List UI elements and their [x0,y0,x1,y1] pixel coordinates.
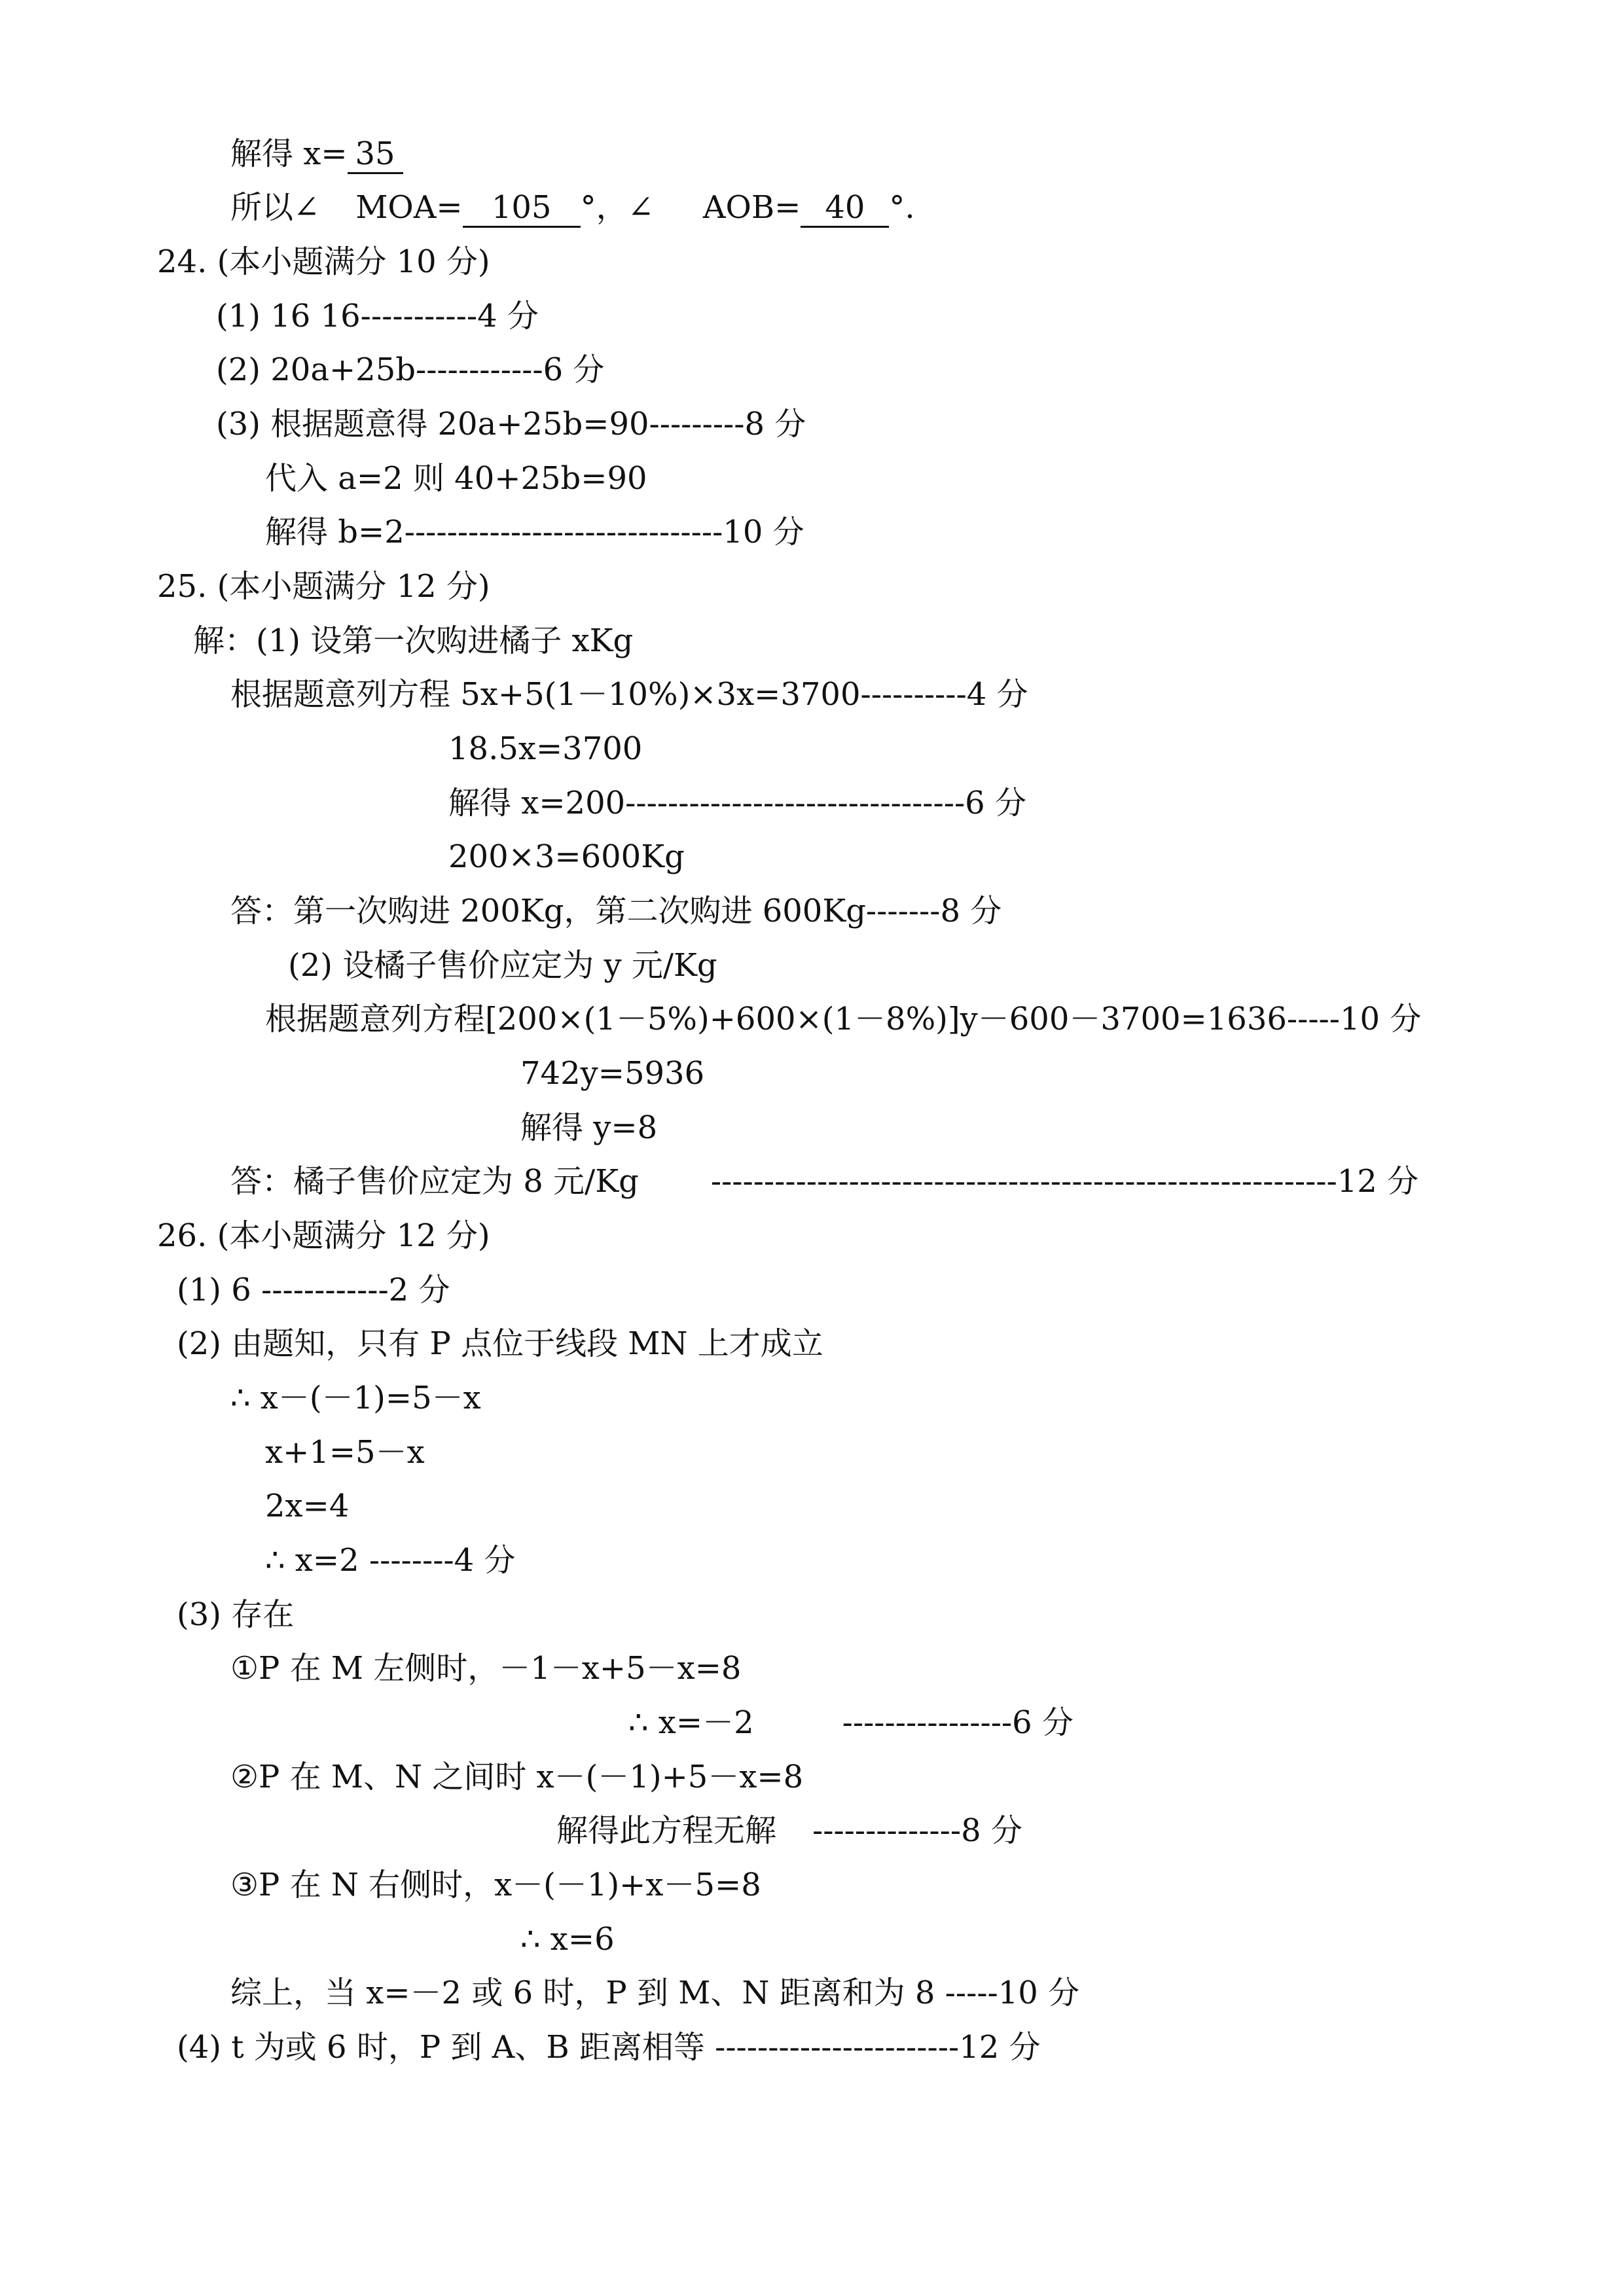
q24-part3-substitute: 代入 a=2 则 40+25b=90 [265,460,647,497]
q25-part1-simplify: 18.5x=3700 [448,730,643,767]
q25-part1-equation: 根据题意列方程 5x+5(1－10%)×3x=3700----------4 分 [230,676,1028,713]
q26-part4: (4) t 为或 6 时，P 到 A、B 距离相等 -----------------------12 分 [177,2029,1041,2066]
q24-part2: (2) 20a+25b------------6 分 [216,351,605,388]
q23-aob-value: 40 [801,189,889,228]
q23-angles-result [230,185,915,230]
q23-angle-end: °. [889,189,915,226]
q23-moa-value: 105 [463,189,581,228]
q25-part2-simplify: 742y=5936 [520,1055,705,1092]
q26-part1: (1) 6 ------------2 分 [177,1272,450,1308]
q26-case2-score: --------------8 分 [812,1812,1022,1849]
q23-angle-sep: °，∠ [580,189,654,226]
q24-part3-solution: 解得 b=2------------------------------10 分 [265,514,804,550]
q26-case1-score: ----------------6 分 [842,1704,1074,1741]
q25-part2-equation: 根据题意列方程[200×(1－5%)+600×(1－8%)]y－600－3700=1636-----10 分 [265,1001,1422,1037]
q26-part3-heading: (3) 存在 [177,1596,295,1633]
q26-part2-step2: 2x=4 [265,1488,350,1524]
q23-moa-label: MOA= [355,189,463,226]
q25-part1-setup: 解：(1) 设第一次购进橘子 xKg [193,622,634,659]
q23-solution-label: 解得 x= [230,135,348,172]
q26-part3-summary: 综上，当 x=－2 或 6 时，P 到 M、N 距离和为 8 -----10 分 [230,1975,1080,2011]
q23-angles-prefix: 所以∠ [230,189,320,226]
q25-part1-second-amount: 200×3=600Kg [448,838,685,875]
q26-part2-step1: x+1=5－x [265,1434,425,1471]
q25-part2-solution: 解得 y=8 [520,1109,658,1146]
q26-part2-solution: ∴ x=2 --------4 分 [265,1542,516,1579]
q25-part2-answer [230,1158,1418,1204]
q26-part2-equation: ∴ x－(－1)=5－x [230,1380,481,1416]
q26-part3-case1: ①P 在 M 左侧时，－1－x+5－x=8 [230,1650,742,1687]
q26-part3-case2: ②P 在 M、N 之间时 x－(－1)+5－x=8 [230,1759,804,1795]
q25-part2-setup: (2) 设橘子售价应定为 y 元/Kg [288,947,717,984]
q26-part3-case1-result [628,1700,1074,1746]
q26-part3-case2-result [556,1808,1022,1854]
q24-heading: 24. (本小题满分 10 分) [157,243,490,280]
q26-case2-solution: 解得此方程无解 [556,1812,777,1849]
q23-aob-label: AOB= [702,189,801,226]
q23-x-value: 35 [348,135,403,174]
q25-part1-answer: 答：第一次购进 200Kg，第二次购进 600Kg-------8 分 [230,893,1002,929]
q26-part2-condition: (2) 由题知，只有 P 点位于线段 MN 上才成立 [177,1325,823,1362]
q26-part3-case3: ③P 在 N 右侧时，x－(－1)+x－5=8 [230,1867,761,1903]
q25-part2-answer-text: 答：橘子售价应定为 8 元/Kg [230,1163,639,1200]
q25-part2-score: -----------------------------------------------------------12 分 [710,1163,1419,1200]
q26-case1-solution: ∴ x=－2 [628,1704,754,1741]
q25-heading: 25. (本小题满分 12 分) [157,568,490,605]
q23-solution-x [230,131,403,177]
q26-heading: 26. (本小题满分 12 分) [157,1217,490,1254]
q24-part3: (3) 根据题意得 20a+25b=90---------8 分 [216,406,806,442]
q25-part1-solution: 解得 x=200--------------------------------6 分 [448,785,1026,821]
q24-part1: (1) 16 16-----------4 分 [216,298,539,334]
q26-part3-case3-result: ∴ x=6 [520,1921,615,1958]
